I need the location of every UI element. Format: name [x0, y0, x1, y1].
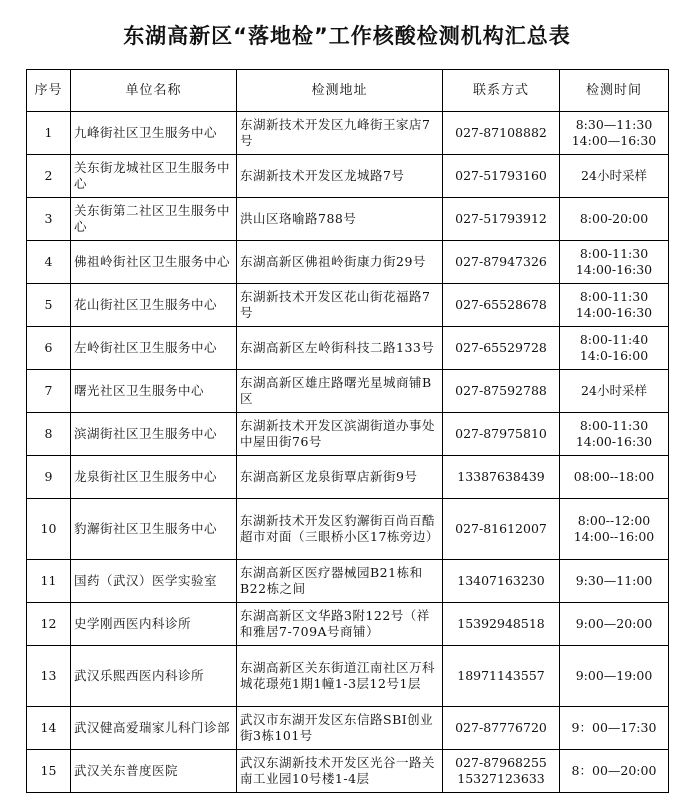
table-row [27, 198, 669, 241]
row-number: 8 [27, 413, 71, 456]
row-number: 6 [27, 327, 71, 370]
unit-name: 曙光社区卫生服务中心 [71, 370, 237, 413]
row-number: 1 [27, 112, 71, 155]
testing-time: 8:30—11:30 [575, 117, 653, 132]
table-body [27, 112, 669, 793]
row-number: 7 [27, 370, 71, 413]
row-number: 15 [27, 750, 71, 793]
unit-name: 武汉乐熙西医内科诊所 [71, 646, 237, 707]
time-cell [560, 198, 669, 241]
table-row [27, 327, 669, 370]
contact-phone: 027-51793912 [455, 211, 547, 226]
unit-name: 关东街龙城社区卫生服务中心 [71, 155, 237, 198]
testing-time: 9:00—19:00 [575, 668, 653, 683]
contact-phone: 027-87108882 [455, 125, 547, 140]
table-row [27, 112, 669, 155]
unit-name: 滨湖街社区卫生服务中心 [71, 413, 237, 456]
contact-cell [443, 284, 560, 327]
testing-time: 8：00—20:00 [571, 763, 657, 778]
time-cell [560, 327, 669, 370]
time-cell [560, 456, 669, 499]
testing-institutions-table [26, 69, 669, 793]
row-number: 9 [27, 456, 71, 499]
testing-time: 8:00-11:30 [579, 418, 649, 433]
row-number: 3 [27, 198, 71, 241]
row-number: 10 [27, 499, 71, 560]
unit-name: 九峰街社区卫生服务中心 [71, 112, 237, 155]
contact-phone: 15327123633 [457, 771, 545, 786]
time-cell [560, 750, 669, 793]
time-cell [560, 646, 669, 707]
row-number: 11 [27, 560, 71, 603]
contact-cell [443, 112, 560, 155]
testing-time: 9：00—17:30 [571, 720, 657, 735]
time-cell [560, 370, 669, 413]
testing-address: 武汉东湖新技术开发区光谷一路关南工业园10号楼1-4层 [237, 750, 443, 793]
testing-time: 14:0-16:00 [579, 348, 649, 363]
testing-address: 东湖新技术开发区九峰街王家店7号 [237, 112, 443, 155]
testing-address: 东湖高新区雄庄路曙光星城商铺B区 [237, 370, 443, 413]
unit-name: 佛祖岭街社区卫生服务中心 [71, 241, 237, 284]
time-cell [560, 707, 669, 750]
unit-name: 史学刚西医内科诊所 [71, 603, 237, 646]
row-number: 14 [27, 707, 71, 750]
testing-time: 8:00--12:00 [577, 513, 651, 528]
testing-time: 8:00-11:30 [579, 246, 649, 261]
row-number: 5 [27, 284, 71, 327]
table-row [27, 413, 669, 456]
table-row [27, 370, 669, 413]
contact-cell [443, 327, 560, 370]
table-row [27, 707, 669, 750]
contact-phone: 027-87975810 [455, 426, 547, 441]
testing-address: 东湖高新区关东街道江南社区万科城花璟苑1期1幢1-3层12号1层 [237, 646, 443, 707]
testing-time: 8:00-11:40 [579, 332, 649, 347]
testing-time: 14:00-16:30 [575, 262, 653, 277]
header-no: 序号 [27, 70, 71, 112]
table-row [27, 241, 669, 284]
header-unit: 单位名称 [71, 70, 237, 112]
contact-cell [443, 499, 560, 560]
contact-phone: 027-87968255 [455, 755, 547, 770]
header-time: 检测时间 [560, 70, 669, 112]
time-cell [560, 112, 669, 155]
unit-name: 国药（武汉）医学实验室 [71, 560, 237, 603]
contact-cell [443, 560, 560, 603]
table-row [27, 560, 669, 603]
testing-time: 8:00-20:00 [579, 211, 649, 226]
contact-cell [443, 241, 560, 284]
contact-phone: 027-87776720 [455, 720, 547, 735]
contact-cell [443, 155, 560, 198]
contact-cell [443, 750, 560, 793]
testing-address: 东湖高新区龙泉街覃店新街9号 [237, 456, 443, 499]
table-row [27, 456, 669, 499]
contact-phone: 18971143557 [457, 668, 545, 683]
time-cell [560, 241, 669, 284]
row-number: 13 [27, 646, 71, 707]
testing-address: 东湖高新区佛祖岭街康力街29号 [237, 241, 443, 284]
time-cell [560, 413, 669, 456]
unit-name: 武汉健高爱瑞家儿科门诊部 [71, 707, 237, 750]
testing-address: 武汉市东湖开发区东信路SBI创业街3栋101号 [237, 707, 443, 750]
testing-time: 24小时采样 [581, 383, 647, 398]
contact-phone: 027-51793160 [455, 168, 547, 183]
contact-phone: 15392948518 [457, 616, 545, 631]
contact-phone: 027-87947326 [455, 254, 547, 269]
table-row [27, 750, 669, 793]
contact-phone: 13387638439 [457, 469, 545, 484]
contact-phone: 13407163230 [457, 573, 545, 588]
contact-cell [443, 646, 560, 707]
row-number: 4 [27, 241, 71, 284]
time-cell [560, 284, 669, 327]
contact-cell [443, 370, 560, 413]
testing-address: 东湖高新区文华路3附122号（祥和雅居7-709A号商铺） [237, 603, 443, 646]
testing-address: 东湖新技术开发区滨湖街道办事处中屋田街76号 [237, 413, 443, 456]
time-cell [560, 603, 669, 646]
header-address: 检测地址 [237, 70, 443, 112]
contact-phone: 027-65528678 [455, 297, 547, 312]
testing-address: 东湖新技术开发区豹澥街百尚百酷超市对面（三眼桥小区17栋旁边） [237, 499, 443, 560]
contact-phone: 027-65529728 [455, 340, 547, 355]
testing-time: 9:30—11:00 [575, 573, 653, 588]
contact-phone: 027-81612007 [455, 521, 547, 536]
testing-time: 14:00--16:00 [573, 529, 655, 544]
row-number: 12 [27, 603, 71, 646]
testing-address: 东湖高新区医疗器械园B21栋和B22栋之间 [237, 560, 443, 603]
time-cell [560, 499, 669, 560]
testing-time: 14:00-16:30 [575, 305, 653, 320]
unit-name: 豹澥街社区卫生服务中心 [71, 499, 237, 560]
table-row [27, 155, 669, 198]
testing-address: 东湖高新区左岭街科技二路133号 [237, 327, 443, 370]
testing-time: 24小时采样 [581, 168, 647, 183]
testing-address: 东湖新技术开发区花山街花福路7号 [237, 284, 443, 327]
unit-name: 龙泉街社区卫生服务中心 [71, 456, 237, 499]
page-title: 东湖高新区“落地检”工作核酸检测机构汇总表 [123, 24, 571, 48]
time-cell [560, 560, 669, 603]
testing-time: 14:00—16:30 [571, 133, 657, 148]
contact-cell [443, 413, 560, 456]
unit-name: 关东街第二社区卫生服务中心 [71, 198, 237, 241]
table-header-row [27, 70, 669, 112]
testing-time: 9:00—20:00 [575, 616, 653, 631]
testing-address: 东湖新技术开发区龙城路7号 [237, 155, 443, 198]
contact-cell [443, 603, 560, 646]
testing-time: 08:00--18:00 [573, 469, 655, 484]
table-row [27, 499, 669, 560]
unit-name: 花山街社区卫生服务中心 [71, 284, 237, 327]
time-cell [560, 155, 669, 198]
table-row [27, 284, 669, 327]
contact-phone: 027-87592788 [455, 383, 547, 398]
table-row [27, 646, 669, 707]
table-row [27, 603, 669, 646]
testing-time: 8:00-11:30 [579, 289, 649, 304]
header-contact: 联系方式 [443, 70, 560, 112]
row-number: 2 [27, 155, 71, 198]
contact-cell [443, 456, 560, 499]
testing-time: 14:00-16:30 [575, 434, 653, 449]
unit-name: 左岭街社区卫生服务中心 [71, 327, 237, 370]
testing-address: 洪山区珞喻路788号 [237, 198, 443, 241]
unit-name: 武汉关东普度医院 [71, 750, 237, 793]
contact-cell [443, 707, 560, 750]
contact-cell [443, 198, 560, 241]
